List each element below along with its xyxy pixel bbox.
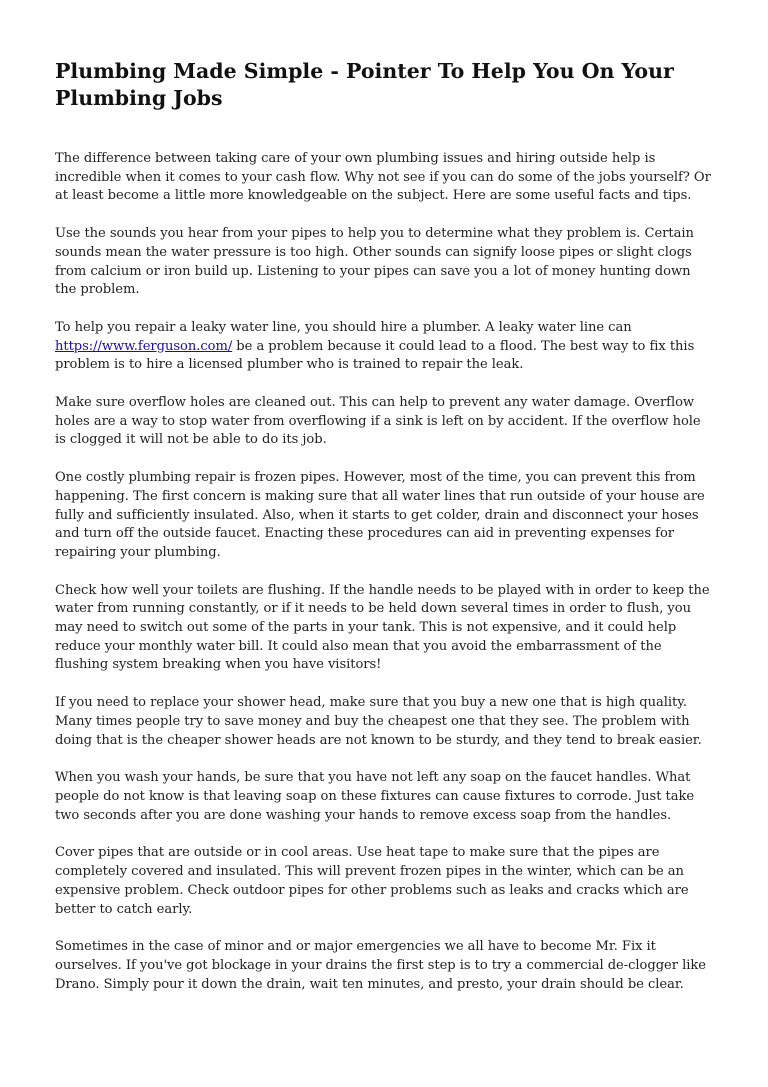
paragraph-overflow-holes: Make sure overflow holes are cleaned out. This can help to prevent any water damage. Overflow holes are a way to stop water from overflowing if a sink is left on by accident. If the overflow hole is clogged it will not be able to do its job. — [55, 395, 701, 448]
paragraph-soap: When you wash your hands, be sure that you have not left any soap on the faucet handles. What people do not know is that leaving soap on these fixtures can cause fixtures to corrode. Just take two seconds after you are done washing your hands to remove excess soap from the handles. — [55, 770, 695, 823]
paragraph-toilets: Check how well your toilets are flushing. If the handle needs to be played with in order to keep the water from running constantly, or if it needs to be held down several times in order to flush, you may need to switch out some of the parts in your tank. This is not expensive, and it could help reduce your monthly water bill. It could also mean that you avoid the embarrassment of the flushing system breaking when you have visitors! — [55, 582, 710, 673]
leaky-line-text-before: To help you repair a leaky water line, you should hire a plumber. A leaky water line can — [55, 319, 632, 335]
paragraph-shower-head: If you need to replace your shower head, make sure that you buy a new one that is high quality. Many times people try to save money and buy the cheapest one that they see. The problem with doing that is the cheaper shower heads are not known to be sturdy, and they tend to break easier. — [55, 695, 702, 748]
ferguson-link[interactable]: https://www.ferguson.com/ — [55, 338, 233, 354]
paragraph-intro: The difference between taking care of your own plumbing issues and hiring outside help is incredible when it comes to your cash flow. Why not see if you can do some of the jobs yourself? Or at least become a little more knowledgeable on the subject. Here are some useful facts and tips. — [55, 151, 711, 204]
document-title: Plumbing Made Simple - Pointer To Help You On Your Plumbing Jobs — [55, 59, 674, 110]
paragraph-emergencies: Sometimes in the case of minor and or major emergencies we all have to become Mr. Fix it ourselves. If you've got blockage in your drains the first step is to try a commercial de-clogger like Drano. Simply pour it down the drain, wait ten minutes, and presto, your drain should be clear. — [55, 939, 706, 992]
paragraph-cover-pipes: Cover pipes that are outside or in cool areas. Use heat tape to make sure that the pipes are completely covered and insulated. This will prevent frozen pipes in the winter, which can be an expensive problem. Check outdoor pipes for other problems such as leaks and cracks which are better to catch early. — [55, 845, 689, 917]
paragraph-frozen-pipes: One costly plumbing repair is frozen pipes. However, most of the time, you can prevent this from happening. The first concern is making sure that all water lines that run outside of your house are fully and sufficiently insulated. Also, when it starts to get colder, drain and disconnect your hoses and turn off the outside faucet. Enacting these procedures can aid in preventing expenses for repairing your plumbing. — [55, 470, 705, 560]
leaky-line-text-after: be a problem because it could lead to a flood. The best way to fix this problem is to hire a licensed plumber who is trained to repair the leak. — [55, 338, 695, 373]
paragraph-leaky-line — [55, 319, 713, 375]
paragraph-pipe-sounds: Use the sounds you hear from your pipes to help you to determine what they problem is. Certain sounds mean the water pressure is too high. Other sounds can signify loose pipes or slight clogs from calcium or iron build up. Listening to your pipes can save you a lot of money hunting down the problem. — [55, 226, 694, 298]
